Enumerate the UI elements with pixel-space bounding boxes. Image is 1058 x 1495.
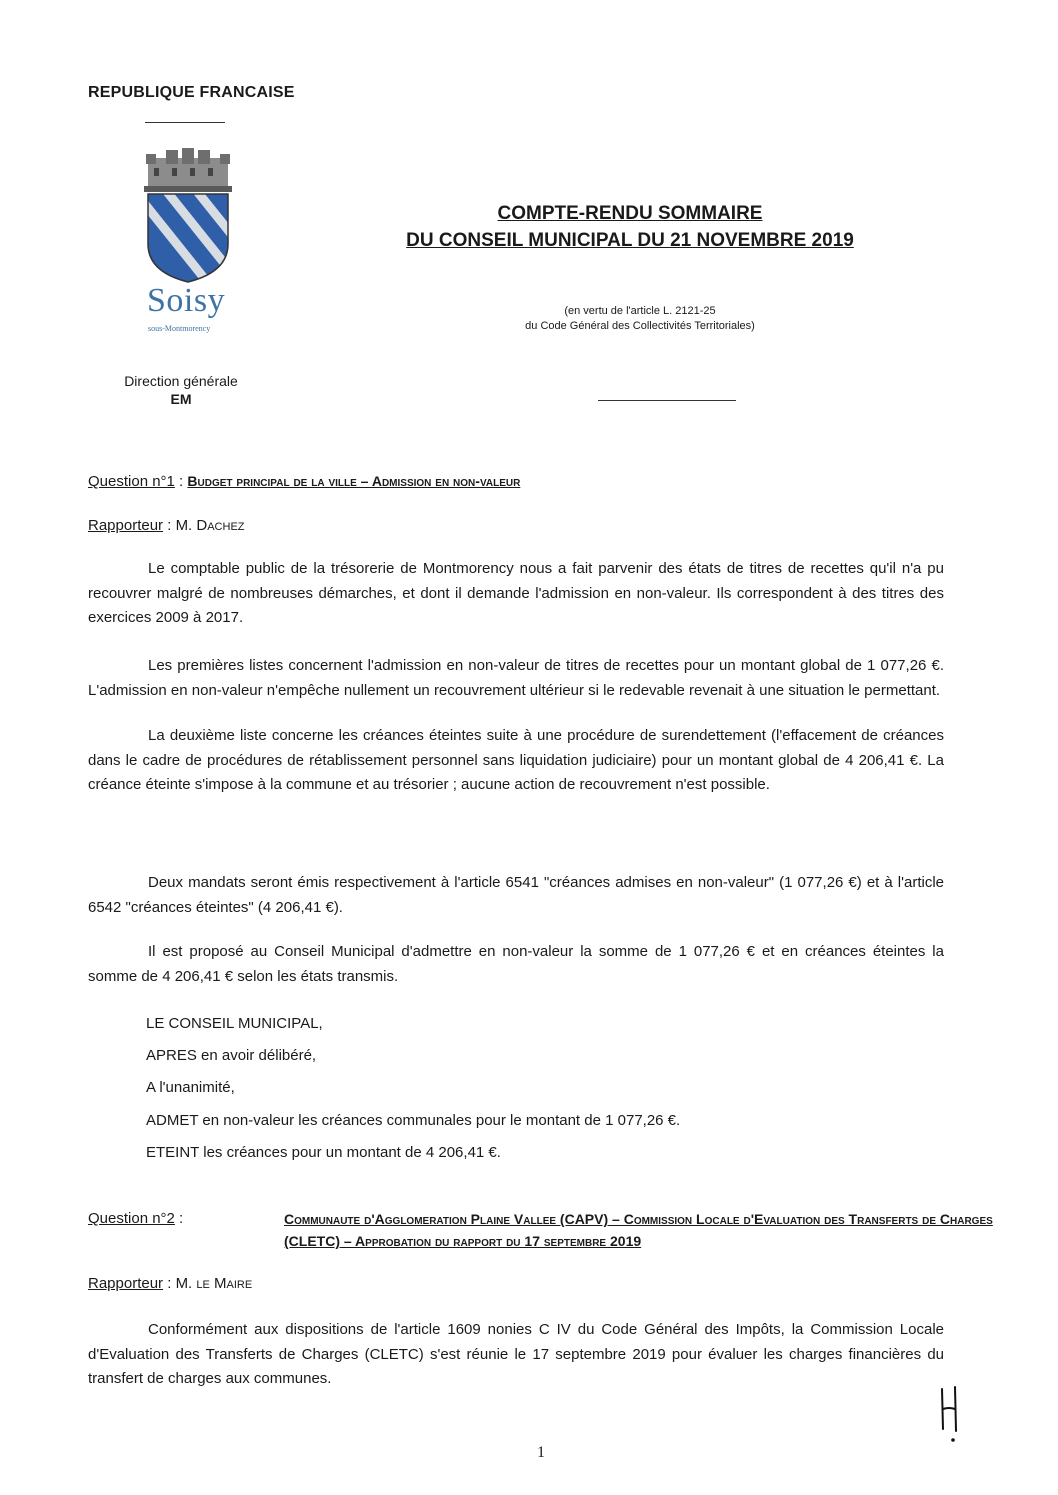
decision-line: LE CONSEIL MUNICIPAL, [146, 1015, 323, 1032]
question-1-rapporteur [88, 517, 245, 534]
question-1-paragraph: Deux mandats seront émis respectivement à l'article 6541 "créances admises en non-valeur" (1 077,26 €) et à l'article 6542 "créances éteintes" (4 206,41 €). [88, 874, 944, 916]
question-1-heading [88, 470, 520, 493]
document-title [340, 200, 920, 254]
header-divider [145, 122, 225, 123]
handwritten-initial [935, 1385, 965, 1445]
title-divider [598, 400, 736, 401]
question-1-paragraph: Il est proposé au Conseil Municipal d'admettre en non-valeur la somme de 1 077,26 € et en créances éteintes la somme de 4 206,41 € selon les états transmis. [88, 943, 944, 985]
rapporteur-label: Rapporteur [88, 517, 164, 534]
republique-heading: REPUBLIQUE FRANCAISE [88, 84, 295, 101]
logo-subtitle: sous-Montmorency [148, 324, 211, 333]
rapporteur-name: M. le Maire [175, 1275, 253, 1292]
direction-block [108, 372, 254, 408]
rapporteur-separator: : [163, 517, 176, 534]
question-2-rapporteur [88, 1275, 252, 1292]
reference-line-2: du Code Général des Collectivités Territoriales) [525, 320, 755, 332]
title-line-1: COMPTE-RENDU SOMMAIRE [497, 203, 763, 224]
rapporteur-separator: : [163, 1275, 176, 1292]
page-number: 1 [537, 1444, 545, 1461]
reference-line-1: (en vertu de l'article L. 2121-25 [564, 305, 716, 317]
question-2-heading [88, 1208, 993, 1256]
question-1-paragraph: Le comptable public de la trésorerie de Montmorency nous a fait parvenir des états de titres de recettes qu'il n'a pu recouvrer malgré de nombreuses démarches, et dont il demande l'admission en non-valeur. Ils correspondent à des titres des exercices 2009 à 2017. [88, 560, 944, 626]
legal-reference [420, 304, 860, 334]
question-2-title: Communaute d'Agglomeration Plaine Vallee (CAPV) – Commission Locale d'Evaluation des Transferts de Charges (CLETC) – Approbation du rapport du 17 septembre 2019 [284, 1211, 993, 1249]
decision-line: APRES en avoir délibéré, [146, 1047, 317, 1064]
question-1-paragraph: La deuxième liste concerne les créances éteintes suite à une procédure de surendettement (l'effacement de créances dans le cadre de procédures de rétablissement personnel sans liquidation judiciaire) pour un montant global de 4 206,41 €. La créance éteinte s'impose à la commune et au trésorier ; aucune action de recouvrement n'est possible. [88, 727, 944, 793]
question-1-separator: : [174, 473, 188, 490]
question-1-label: Question n°1 [88, 473, 175, 490]
direction-label: Direction générale [124, 373, 238, 389]
decision-line: ADMET en non-valeur les créances communales pour le montant de 1 077,26 €. [146, 1112, 681, 1129]
question-1-title: Budget principal de la ville – Admission en non-valeur [187, 473, 521, 489]
logo-soisy-text: Soisy [147, 282, 226, 319]
decision-line: ETEINT les créances pour un montant de 4 206,41 €. [146, 1144, 501, 1161]
soisy-coat-of-arms-logo [142, 148, 234, 298]
title-line-2: DU CONSEIL MUNICIPAL DU 21 NOVEMBRE 2019 [406, 230, 854, 251]
rapporteur-name: M. Dachez [175, 517, 245, 534]
question-1-paragraph: Les premières listes concernent l'admission en non-valeur de titres de recettes pour un montant global de 1 077,26 €. L'admission en non-valeur n'empêche nullement un recouvrement ultérieur si le redevable revenait à une situation le permettant. [88, 657, 944, 699]
rapporteur-label: Rapporteur [88, 1275, 164, 1292]
question-2-separator: : [174, 1210, 184, 1227]
question-2-label: Question n°2 [88, 1210, 175, 1227]
question-2-paragraph: Conformément aux dispositions de l'article 1609 nonies C IV du Code Général des Impôts, la Commission Locale d'Evaluation des Transferts de Charges (CLETC) s'est réunie le 17 septembre 2019 pour évaluer les charges financières du transfert de charges aux communes. [88, 1321, 944, 1387]
direction-code: EM [170, 391, 192, 407]
decision-line: A l'unanimité, [146, 1079, 235, 1096]
